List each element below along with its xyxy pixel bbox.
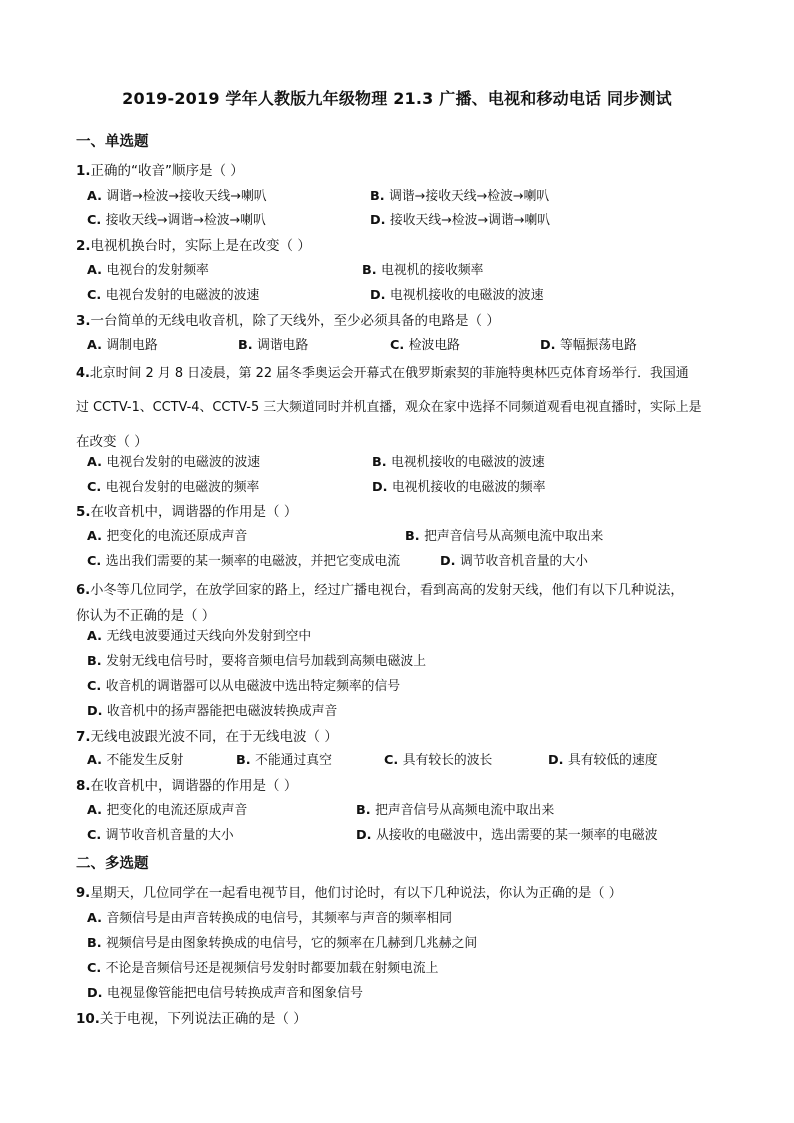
question-6-line-2: 你认为不正确的是（ ） (76, 608, 216, 624)
question-10: 10.关于电视，下列说法正确的是（ ） (76, 1011, 307, 1027)
question-1: 1.正确的“收音”顺序是（ ） (76, 163, 244, 179)
option-b: B. 调谐电路 (238, 338, 309, 353)
option-b: B. 电视机的接收频率 (362, 263, 484, 278)
option-c: C. 检波电路 (390, 338, 460, 353)
option-c: C. 电视台发射的电磁波的频率 (87, 480, 260, 495)
option-b: B. 把声音信号从高频电流中取出来 (356, 803, 555, 818)
option-c: C. 具有较长的波长 (384, 753, 493, 768)
option-c: C. 选出我们需要的某一频率的电磁波，并把它变成电流 (87, 554, 401, 569)
question-4-line-3: 在改变（ ） (76, 434, 148, 450)
page-title: 2019-2019 学年人教版九年级物理 21.3 广播、电视和移动电话 同步测试 (122, 89, 672, 108)
option-d: D. 调节收音机音量的大小 (440, 554, 588, 569)
question-9: 9.星期天，几位同学在一起看电视节目，他们讨论时，有以下几种说法，你认为正确的是（ ） (76, 886, 622, 901)
option-d: D. 具有较低的速度 (548, 753, 658, 768)
option-c: C. 调节收音机音量的大小 (87, 828, 234, 843)
question-5: 5.在收音机中，调谐器的作用是（ ） (76, 504, 298, 520)
option-a: A. 调制电路 (87, 338, 158, 353)
question-8: 8.在收音机中，调谐器的作用是（ ） (76, 778, 298, 794)
option-d: D. 电视机接收的电磁波的频率 (372, 480, 546, 495)
question-4: 4.北京时间 2 月 8 日凌晨，第 22 届冬季奥运会开幕式在俄罗斯索契的菲施特奥林匹克体育场举行．我国通 (76, 366, 689, 381)
option-c: C. 接收天线→调谐→检波→喇叭 (87, 213, 266, 228)
question-4-line-2: 过 CCTV-1、CCTV-4、CCTV-5 三大频道同时并机直播，观众在家中选择不同频道观看电视直播时，实际上是 (76, 400, 702, 415)
option-a: A. 无线电波要通过天线向外发射到空中 (87, 629, 312, 644)
option-d: D. 电视显像管能把电信号转换成声音和图象信号 (87, 986, 363, 1001)
option-b: B. 不能通过真空 (236, 753, 332, 768)
option-b: B. 电视机接收的电磁波的波速 (372, 455, 545, 470)
option-a: A. 把变化的电流还原成声音 (87, 803, 248, 818)
option-b: B. 发射无线电信号时，要将音频电信号加载到高频电磁波上 (87, 654, 426, 669)
option-c: C. 电视台发射的电磁波的波速 (87, 288, 260, 303)
question-3: 3.一台简单的无线电收音机，除了天线外，至少必须具备的电路是（ ） (76, 313, 500, 329)
option-a: A. 调谐→检波→接收天线→喇叭 (87, 189, 267, 204)
option-b: B. 调谐→接收天线→检波→喇叭 (370, 189, 550, 204)
option-d: D. 收音机中的扬声器能把电磁波转换成声音 (87, 704, 338, 719)
option-a: A. 把变化的电流还原成声音 (87, 529, 248, 544)
option-c: C. 不论是音频信号还是视频信号发射时都要加载在射频电流上 (87, 961, 439, 976)
section-multiple-choice: 二、多选题 (76, 856, 149, 872)
question-2: 2.电视机换台时，实际上是在改变（ ） (76, 238, 311, 254)
option-d: D. 等幅振荡电路 (540, 338, 637, 353)
option-d: D. 电视机接收的电磁波的波速 (370, 288, 544, 303)
section-single-choice: 一、单选题 (76, 134, 149, 150)
question-7: 7.无线电波跟光波不同，在于无线电波（ ） (76, 729, 338, 745)
option-b: B. 把声音信号从高频电流中取出来 (405, 529, 604, 544)
option-a: A. 音频信号是由声音转换成的电信号，其频率与声音的频率相同 (87, 911, 452, 926)
option-a: A. 电视台发射的电磁波的波速 (87, 455, 261, 470)
option-d: D. 接收天线→检波→调谐→喇叭 (370, 213, 551, 228)
option-d: D. 从接收的电磁波中，选出需要的某一频率的电磁波 (356, 828, 658, 843)
option-a: A. 电视台的发射频率 (87, 263, 209, 278)
option-a: A. 不能发生反射 (87, 753, 184, 768)
option-b: B. 视频信号是由图象转换成的电信号，它的频率在几赫到几兆赫之间 (87, 936, 478, 951)
question-6: 6.小冬等几位同学，在放学回家的路上，经过广播电视台，看到高高的发射天线，他们有以下几种说法， (76, 583, 684, 598)
option-c: C. 收音机的调谐器可以从电磁波中选出特定频率的信号 (87, 679, 401, 694)
